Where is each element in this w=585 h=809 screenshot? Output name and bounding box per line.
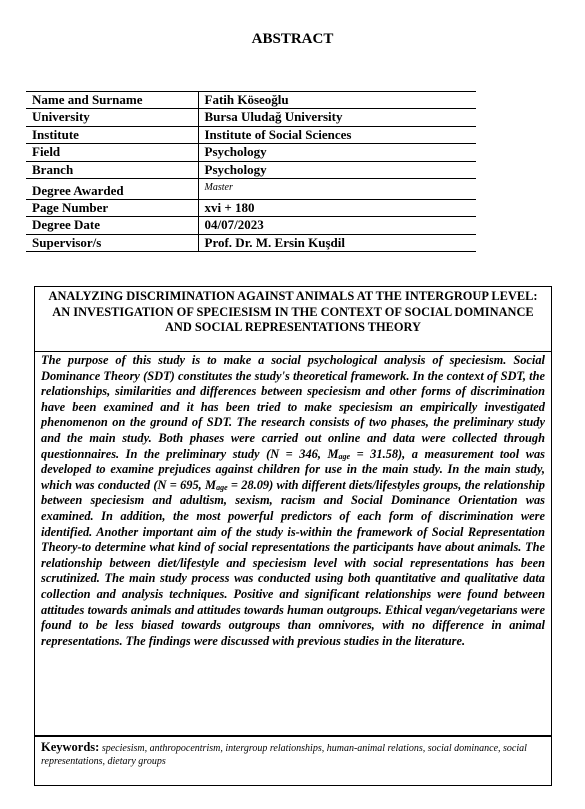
row-label-university: University [26, 109, 198, 126]
keywords-text: speciesism, anthropocentrism, intergroup relationships, human-animal relations, social dominance, social representations, dietary groups [41, 743, 527, 767]
row-label-institute: Institute [26, 126, 198, 143]
row-label-name: Name and Surname [26, 92, 198, 109]
page-heading: ABSTRACT [251, 31, 334, 47]
row-value-supervisor: Prof. Dr. M. Ersin Kuşdil [198, 234, 476, 251]
abstract-part-2: = 31.58), a measurement tool was developed to examine prejudices against children for use in the main study. In the main study, which was conducted (N = 695, M [41, 446, 545, 492]
abstract-part-1: The purpose of this study is to make a social psychological analysis of speciesism. Social Dominance Theory (SDT) constitutes the study's theoretical framework. In the context of SDT, the relationships, similarities and differences between speciesism and other forms of discrimination have been examined and it has been tried to make speciesism an empirically investigated phenomenon on the ground of SDT. The research consists of two phases, the preliminary study and the main study. Both phases were carried out online and data were collected through questionnaires. In the preliminary study (N = 346, M [41, 353, 545, 461]
row-value-pages: xvi + 180 [198, 200, 476, 217]
row-label-pages: Page Number [26, 200, 198, 217]
keywords-label: Keywords: [41, 740, 100, 754]
age-subscript-1: age [338, 451, 351, 461]
table-row [26, 126, 476, 143]
table-row [26, 217, 476, 234]
row-value-date: 04/07/2023 [198, 217, 476, 234]
age-subscript-2: age [216, 482, 228, 492]
table-row [26, 179, 476, 200]
row-label-date: Degree Date [26, 217, 198, 234]
abstract-text [34, 351, 552, 736]
thesis-info-table [26, 91, 476, 252]
table-row [26, 109, 476, 126]
table-row [26, 234, 476, 251]
row-label-branch: Branch [26, 161, 198, 178]
row-value-university: Bursa Uludağ University [198, 109, 476, 126]
row-value-branch: Psychology [198, 161, 476, 178]
table-row [26, 144, 476, 161]
row-label-supervisor: Supervisor/s [26, 234, 198, 251]
row-value-field: Psychology [198, 144, 476, 161]
table-row [26, 200, 476, 217]
table-row [26, 92, 476, 109]
row-value-degree: Master [198, 179, 476, 200]
row-value-institute: Institute of Social Sciences [198, 126, 476, 143]
table-row [26, 161, 476, 178]
row-value-name: Fatih Köseoğlu [198, 92, 476, 109]
keywords-section [34, 736, 552, 786]
row-label-field: Field [26, 144, 198, 161]
row-label-degree: Degree Awarded [26, 179, 198, 200]
abstract-part-3: = 28.09) with different diets/lifestyles groups, the relationship between speciesism and adultism, sexism, racism and Social Dominance Orientation was examined. In addition, the most powerful predictors of each form of discrimination were identified. Another important aim of the study is-within the framework of Social Representation Theory-to determine what kind of social representations the participants have about animals. The relationship between diet/lifestyle and speciesism level with social representations has been scrutinized. The main study process was conducted using both quantitative and qualitative data collection and analysis techniques. Positive and significant relationships were found between attitudes towards animals and attitudes towards human outgroups. Ethical vegan/vegetarians were found to be less biased towards outgroups than omnivores, with no difference in animal representations. The findings were discussed with previous studies in the literature. [41, 477, 545, 648]
thesis-title: ANALYZING DISCRIMINATION AGAINST ANIMALS AT THE INTERGROUP LEVEL: AN INVESTIGATION OF SPECIESISM IN THE CONTEXT OF SOCIAL DOMINANCE AND SOCIAL REPRESENTATIONS THEORY [34, 286, 552, 352]
